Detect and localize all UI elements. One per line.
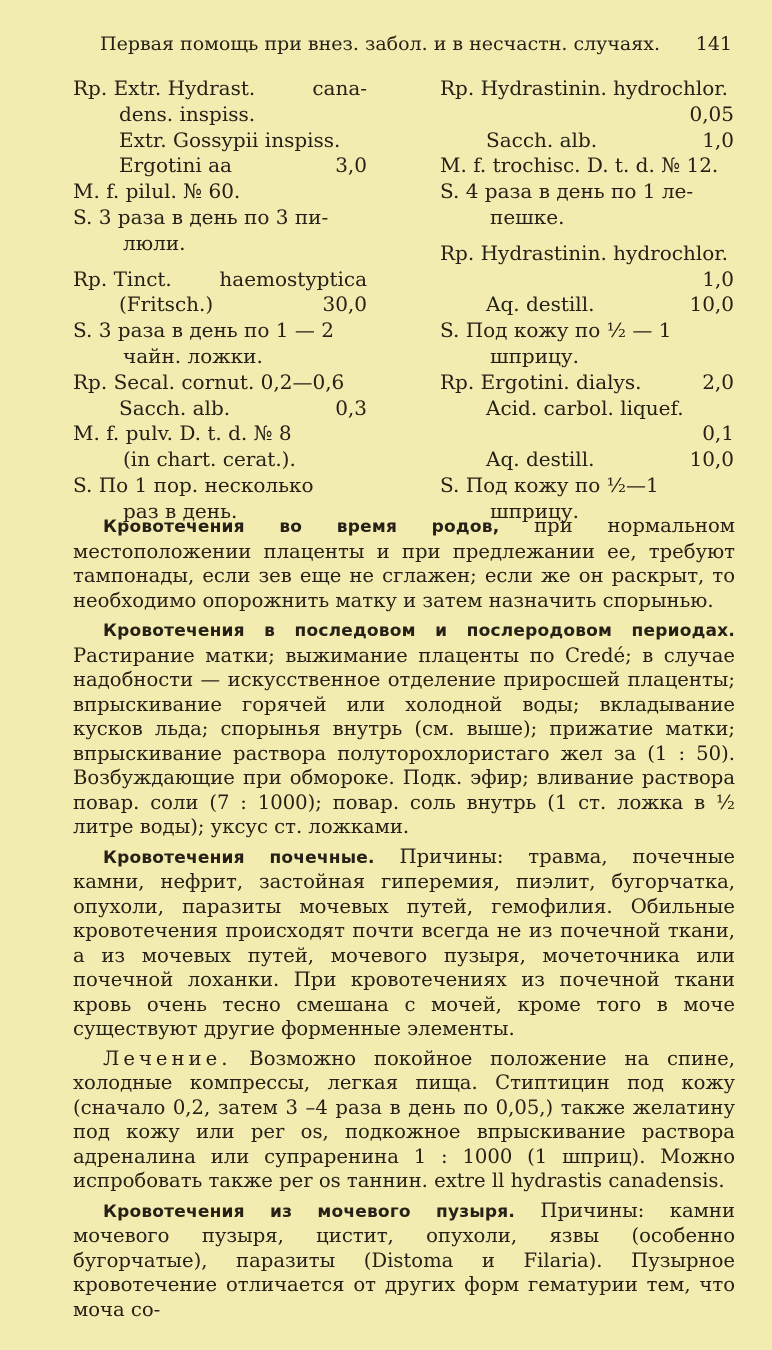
paragraph — [73, 1047, 735, 1194]
section-heading: Кровотечения почечные. — [103, 847, 375, 868]
paragraph — [73, 845, 735, 1042]
prescription-line: S. 3 раза в день по 1 — 2 — [73, 318, 334, 343]
section-heading: Кровотечения во время родов, — [103, 517, 500, 537]
prescription-line: Sacch. alb. 0,3 — [119, 395, 367, 420]
section-heading: Кровотечения из мочевого пузыря. — [103, 1201, 516, 1222]
prescription-line: шприцу. — [490, 498, 580, 523]
paragraph — [73, 514, 735, 613]
prescription-line: Sacch. alb. 1,0 — [486, 127, 734, 152]
prescription-line: Rp. Extr. Hydrast. cana- — [73, 76, 367, 100]
prescription-line: пешке. — [490, 204, 565, 229]
prescription-line: Acid. carbol. liquef. — [486, 395, 684, 420]
right-prescription-column — [440, 76, 734, 525]
prescription-line: M. f. trochisc. D. t. d. № 12. — [440, 153, 719, 178]
prescription-line: Ergotini aa 3,0 — [119, 153, 367, 178]
prescription-line: 0,05 — [689, 101, 734, 126]
prescription-line: (in chart. cerat.). — [123, 447, 296, 472]
paragraph-text: Причины: травма, почечные камни, нефрит, застойная гиперемия, пиэлит, бугорчатка, опухоли, паразиты мочевых путей, гемофилия. Обильные кровотечения происходят почти всегда не из почечной ткани, а из мочевых путей, мочевого пузыря, мочеточника или почечной лоханки. При кровотечениях из почечной ткани кровь очень тесно смешана с мочей, кроме того в моче существуют другие форменные элементы. — [73, 844, 735, 1040]
paragraph — [73, 1199, 735, 1323]
prescription-line: dens. inspiss. — [119, 101, 256, 126]
prescription-line: S. По 1 пор. несколько — [73, 472, 314, 497]
prescription-line: Rp. Tinct. haemostyptica — [73, 266, 367, 291]
prescription-line: (Fritsch.) 30,0 — [119, 292, 367, 317]
prescription-line: Aq. destill. 10,0 — [486, 292, 734, 317]
body-text — [73, 514, 735, 1322]
paragraph-text: Причины: камни мочевого пузыря, цистит, опухоли, язвы (особенно бугорчатые), паразиты (Distoma и Filaria). Пузырное кровотечение отличается от других форм гематурии тем, что моча со- — [73, 1198, 735, 1321]
prescription-line: M. f. pulv. D. t. d. № 8 — [73, 421, 292, 446]
prescription-line: 0,1 — [702, 421, 734, 446]
section-heading: Кровотечения в последовом и послеродовом периодах. — [103, 621, 735, 641]
prescription-line: S. 4 раза в день по 1 ле- — [440, 179, 694, 204]
section-heading: Лечение. — [103, 1046, 232, 1070]
prescription-line: Rp. Secal. cornut. 0,2—0,6 — [73, 369, 345, 394]
prescription-line: Rp. Hydrastinin. hydrochlor. — [440, 240, 728, 265]
prescription-line: люли. — [123, 230, 186, 255]
running-title: Первая помощь при внез. забол. и в несчастн. случаях. — [100, 33, 660, 55]
prescription-line: S. Под кожу по ½ — 1 — [440, 318, 672, 343]
paragraph-text: при нормальном местоположении плаценты и при предлежании ее, требуют тампонады, если зев еще не сглажен; если же он раскрыт, то необходимо опорожнить матку и затем назначить спорынью. — [73, 514, 736, 612]
paragraph-text: Возможно покойное положение на спине, холодные компрессы, легкая пища. Стиптицин под кожу (сначало 0,2, затем 3 –4 раза в день по 0,05,) также желатину под кожу или per os, подкожное впрыскивание раствора адреналина или супраренина 1 : 1000 (1 шприц). Можно испробовать также per os таннин. extre ll hydrastis canadensis. — [73, 1046, 735, 1192]
prescription-line: раз в день. — [123, 498, 238, 523]
prescription-line: чайн. ложки. — [123, 343, 263, 368]
prescription-line: M. f. pilul. № 60. — [73, 179, 241, 204]
paragraph — [73, 618, 735, 840]
page-number: 141 — [695, 33, 732, 55]
prescription-line: Extr. Gossypii inspiss. — [119, 127, 341, 152]
prescription-line: шприцу. — [490, 343, 580, 368]
prescription-line: S. Под кожу по ½—1 — [440, 472, 659, 497]
prescription-line: S. 3 раза в день по 3 пи- — [73, 204, 329, 229]
paragraph-text: Растирание матки; выжимание плаценты по Credé; в случае надобности — искусственное отделение приросшей плаценты; впрыскивание горячей или холодной воды; вкладывание кусков льда; спорынья внутрь (см. выше); прижатие матки; впрыскивание раствора полуторохлористаго жел за (1 : 50). Возбуждающие при обмороке. Подк. эфир; вливание раствора повар. соли (7 : 1000); повар. соль внутрь (1 ст. ложка в ½ литре воды); уксус ст. ложками. — [73, 643, 735, 838]
running-header — [100, 30, 732, 58]
prescription-line: Rp. Hydrastinin. hydrochlor. — [440, 76, 728, 100]
prescription-line: 1,0 — [702, 266, 734, 291]
prescription-line: Rp. Ergotini. dialys. 2,0 — [440, 369, 734, 394]
prescription-line: Aq. destill. 10,0 — [486, 447, 734, 472]
left-prescription-column — [73, 76, 367, 525]
